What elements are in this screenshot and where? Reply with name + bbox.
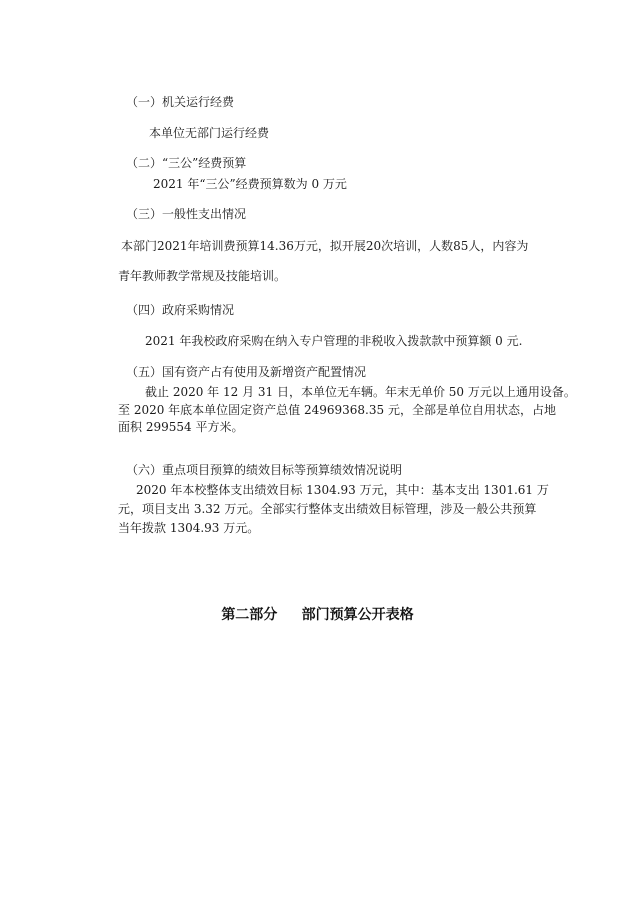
section-5-body-line-1: 截止 2020 年 12 月 31 日，本单位无车辆。年末无单价 50 万元以上通用设备。 xyxy=(145,385,576,399)
section-1-body: 本单位无部门运行经费 xyxy=(149,126,270,140)
section-5-body-line-2: 至 2020 年底本单位固定资产总值 24969368.35 元，全部是单位自用状态，占地 xyxy=(118,403,556,417)
section-3-heading: （三）一般性支出情况 xyxy=(126,207,247,221)
section-6-heading: （六）重点项目预算的绩效目标等预算绩效情况说明 xyxy=(126,463,403,477)
section-6-body-line-2: 元，项目支出 3.32 万元。全部实行整体支出绩效目标管理，涉及一般公共预算 xyxy=(118,502,537,516)
section-3-body-line-1: 本部门2021年培训费预算14.36万元，拟开展20次培训，人数85人，内容为 xyxy=(121,239,529,253)
section-4-heading: （四）政府采购情况 xyxy=(126,303,235,317)
section-4-body: 2021 年我校政府采购在纳入专户管理的非税收入拨款款中预算额 0 元. xyxy=(145,334,523,348)
section-5-body-line-3: 面积 299554 平方米。 xyxy=(118,420,244,434)
section-6-body-line-1: 2020 年本校整体支出绩效目标 1304.93 万元，其中：基本支出 1301.61 万 xyxy=(136,483,549,497)
section-5-heading: （五）国有资产占有使用及新增资产配置情况 xyxy=(126,365,367,379)
section-6-body-line-3: 当年拨款 1304.93 万元。 xyxy=(118,521,260,535)
section-3-body-line-2: 青年教师教学常规及技能培训。 xyxy=(118,269,287,283)
section-2-body: 2021 年“三公”经费预算数为 0 万元 xyxy=(153,177,347,191)
part-title: 第二部分 部门预算公开表格 xyxy=(221,607,414,623)
section-1-heading: （一）机关运行经费 xyxy=(126,95,235,109)
section-2-heading: （二）“三公”经费预算 xyxy=(126,156,247,170)
